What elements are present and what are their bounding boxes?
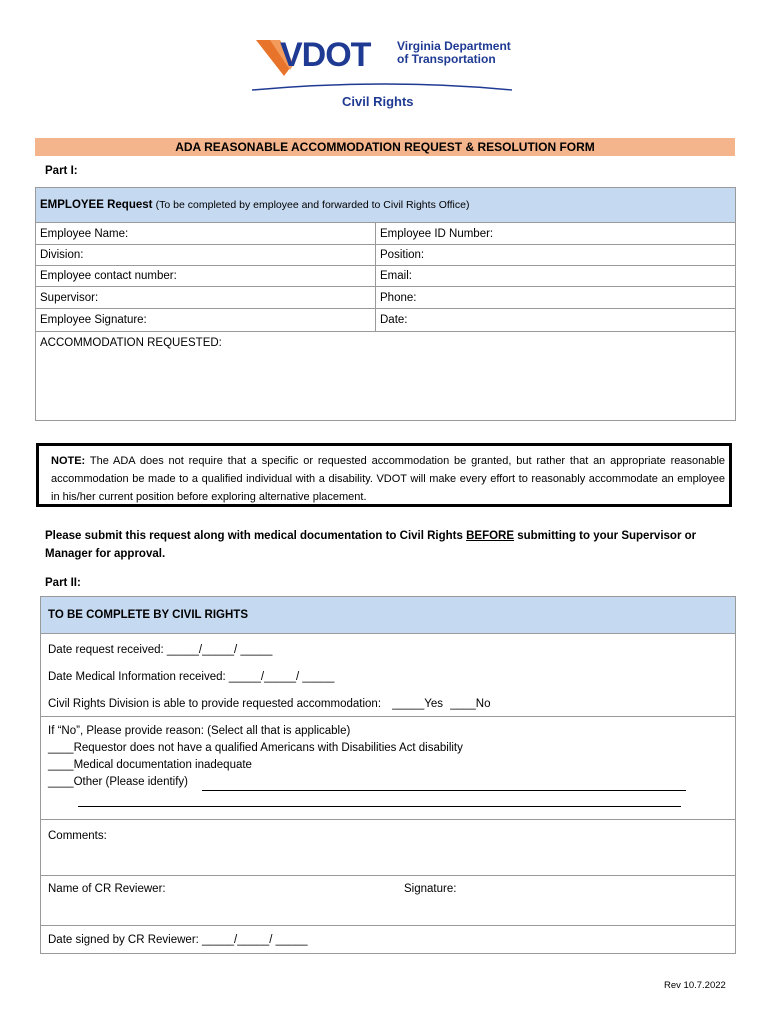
divider: [41, 925, 735, 926]
reason-other[interactable]: ____Other (Please identify): [48, 776, 188, 788]
employee-name-field[interactable]: Employee Name:: [36, 223, 376, 245]
employee-signature-field[interactable]: Employee Signature:: [36, 309, 376, 332]
reviewer-name-label: Name of CR Reviewer:: [48, 883, 166, 895]
email-field[interactable]: Email:: [376, 266, 736, 287]
divider: [41, 875, 735, 876]
revision-label: Rev 10.7.2022: [664, 980, 726, 991]
accommodation-requested-field[interactable]: ACCOMMODATION REQUESTED:: [36, 332, 736, 421]
submit-instructions: Please submit this request along with medical documentation to Civil Rights BEFORE submitting to your Supervisor or Manager for approval.: [45, 530, 697, 560]
divider: [41, 716, 735, 717]
position-field[interactable]: Position:: [376, 245, 736, 266]
comments-label: Comments:: [48, 830, 107, 842]
part1-heading: [36, 188, 736, 223]
reason-medical-inadequate[interactable]: ____Medical documentation inadequate: [48, 759, 252, 771]
agency-line-1: Virginia Department: [397, 39, 511, 53]
signature-label: Signature:: [404, 883, 457, 895]
yes-option[interactable]: _____Yes: [392, 698, 443, 710]
part1-label: Part I:: [45, 165, 78, 177]
logo-wordmark: VDOT: [280, 36, 371, 74]
part2-box: [40, 596, 736, 954]
contact-number-field[interactable]: Employee contact number:: [36, 266, 376, 287]
employee-id-field[interactable]: Employee ID Number:: [376, 223, 736, 245]
note-text: The ADA does not require that a specific or requested accommodation be granted, but rather that an appropriate reasonable accommodation be made to a qualified individual with a disability. VDOT will make every effort to reasonably accommodate an employee in his/her current position before exploring alternative placement.: [51, 455, 726, 503]
able-to-provide-row: Civil Rights Division is able to provide requested accommodation: _____Yes ____No: [48, 698, 491, 710]
no-option[interactable]: ____No: [450, 698, 491, 710]
part2-heading: TO BE COMPLETE BY CIVIL RIGHTS: [41, 597, 735, 634]
date-signed-by-reviewer[interactable]: Date signed by CR Reviewer: _____/_____/ _____: [48, 934, 308, 946]
division-field[interactable]: Division:: [36, 245, 376, 266]
other-identify-line-2[interactable]: [78, 806, 681, 807]
date-request-received[interactable]: Date request received: _____/_____/ _____: [48, 644, 273, 656]
supervisor-field[interactable]: Supervisor:: [36, 287, 376, 309]
logo-arc: [252, 84, 512, 90]
date-medical-received[interactable]: Date Medical Information received: _____/_____/ _____: [48, 671, 335, 683]
office-name: Civil Rights: [342, 94, 414, 109]
date-field[interactable]: Date:: [376, 309, 736, 332]
part1-table: [35, 187, 736, 421]
comments-field[interactable]: [41, 819, 735, 875]
form-title: ADA REASONABLE ACCOMMODATION REQUEST & RESOLUTION FORM: [35, 138, 735, 156]
reason-no-disability[interactable]: ____Requestor does not have a qualified Americans with Disabilities Act disability: [48, 742, 463, 754]
reason-intro: If “No”, Please provide reason: (Select all that is applicable): [48, 725, 351, 737]
part2-label: Part II:: [45, 577, 81, 589]
before-emphasis: BEFORE: [466, 530, 515, 542]
note-label: NOTE:: [51, 455, 86, 467]
vdot-logo: [250, 28, 530, 113]
part1-heading-bold: EMPLOYEE Request: [40, 199, 153, 211]
other-identify-line-1[interactable]: [202, 790, 686, 791]
phone-field[interactable]: Phone:: [376, 287, 736, 309]
agency-line-2: of Transportation: [397, 52, 496, 66]
part1-heading-note: (To be completed by employee and forwarded to Civil Rights Office): [155, 199, 470, 211]
note-box: [36, 443, 732, 507]
